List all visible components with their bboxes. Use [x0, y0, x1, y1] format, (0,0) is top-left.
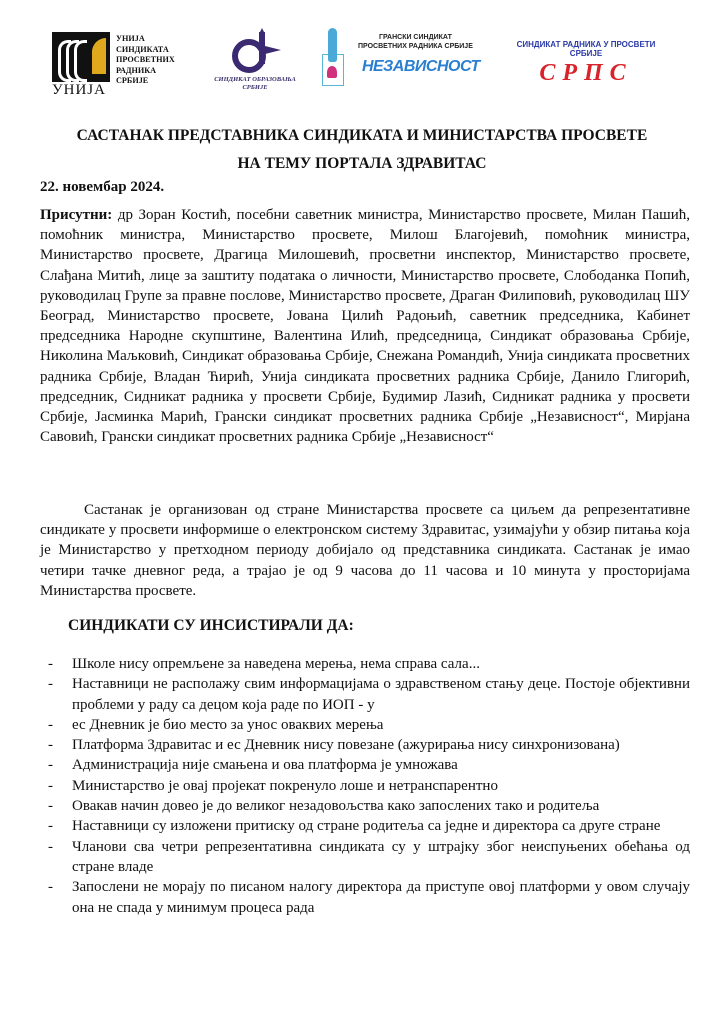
- attendees-label: Присутни:: [40, 207, 113, 223]
- list-item: - Наставници не располажу свим информацијама о здравственом стању деце. Постоје објективни проблеми у раду са децом која раде по ИОП - у: [48, 676, 690, 713]
- logo-sos: [200, 28, 310, 98]
- unija-wordmark: УНИЈА: [52, 82, 106, 98]
- demands-list: [40, 654, 690, 918]
- srps-text-2: СРБИЈЕ: [569, 49, 603, 58]
- nezavisnost-text: ГРАНСКИ СИНДИКАТ ПРОСВЕТНИХ РАДНИКА СРБИЈЕ: [358, 34, 473, 50]
- list-item: - Наставници су изложени притиску од стране родитеља са једне и директора са друге стране: [48, 818, 661, 835]
- intro-paragraph: Састанак је организован од стране Министарства просвете са циљем да репрезентативне синдикате у просвети информише о електронском систему Здравитас, узимајући у обзир питања која је Министарство у претходном периоду добијало од представника синдиката. Састанак је имао четири тачке дневног реда, а трајао је од 9 часова до 11 часова и 10 минута у просторијама Министарства просвете.: [40, 502, 690, 599]
- pen-nib-icon: [327, 66, 337, 78]
- list-item: - Чланови сва четри репрезентативна синдиката су у штрајку због неиспуњених обећања од стране владе: [48, 838, 690, 875]
- srps-text: СИНДИКАТ РАДНИКА У ПРОСВЕТИ: [516, 40, 656, 49]
- logo-nezavisnost: [322, 28, 492, 98]
- attendees-paragraph: [40, 205, 690, 447]
- list-item: - Администрација није смањена и ова платформа је умножава: [48, 757, 458, 774]
- document-title: САСТАНАК ПРЕДСТАВНИКА СИНДИКАТА И МИНИСТАРСТВА ПРОСВЕТЕ: [76, 127, 648, 144]
- list-item: - Школе нису опремљене за наведена мерења, нема справа сала...: [48, 656, 480, 672]
- unija-text: УНИЈА СИНДИКАТА ПРОСВЕТНИХ РАДНИКА СРБИЈЕ: [116, 34, 175, 85]
- logo-srps: [486, 40, 686, 100]
- list-item: - ес Дневник је био место за унос оваквих мерења: [48, 716, 384, 733]
- demands-heading: СИНДИКАТИ СУ ИНСИСТИРАЛИ ДА:: [68, 617, 354, 634]
- list-item: - Платформа Здравитас и ес Дневник нису повезане (ажурирања нису синхронизована): [48, 737, 620, 754]
- meeting-date: 22. новембар 2024.: [40, 179, 165, 195]
- unija-book-icon: [52, 32, 110, 82]
- logo-unija: [52, 32, 182, 96]
- sos-pen-icon: [225, 28, 285, 76]
- list-item: - Запослени не морају по писаном налогу директора да приступе овој платформи у овом случају она не спада у минимум процеса рада: [48, 879, 690, 916]
- nezavisnost-wordmark: НЕЗАВИСНОСТ: [362, 58, 480, 75]
- srps-wordmark: СРПС: [539, 60, 633, 86]
- logo-header: [0, 28, 724, 98]
- list-item: - Министарство је овај пројекат покренуло лоше и нетранспарентно: [48, 777, 498, 794]
- attendees-list: др Зоран Костић, посебни саветник министра, Министарство просвете, Милан Пашић, помоћник министра, Министарство просвете, Милош Благојевић, помоћник министра, Министарство просвете, Драгица Милошевић, просветни инспектор, Министарство просвете, Слађана Митић, лице за заштиту података о личности, Министарство просвете, Слободанка Попић, руководилац Групе за правне послове, Министарство просвете, Драган Филиповић, руководилац ШУ Београд, Министарство просвете, Јована Цилић Радоњић, саветник председника, Кабинет председника Народне скупштине, Валентина Илић, председница, Синдикат образовања Србије, Николина Маљковић, Синдикат образовања Србије, Снежана Романдић, Унија синдиката просветних радника Србије, Владан Ћирић, Унија синдиката просветних радника Србије, Данило Глигорић, председник, Сидникат радника у просвети Србије, Будимир Лазић, Сидникат радника у просвети Србије, Јасминка Марић, Грански синдикат просветних радника Србије „Независност“, Мирјана Савовић, Грански синдикат просветних радника Србије „Независност“: [40, 207, 690, 446]
- list-item: - Овакав начин довео је до великог незадовољства како запослених тако и родитеља: [48, 798, 600, 815]
- nezavisnost-exclamation-icon: [328, 28, 337, 62]
- document-subtitle: НА ТЕМУ ПОРТАЛА ЗДРАВИТАС: [237, 155, 487, 172]
- sos-caption-2: СРБИЈЕ: [242, 84, 268, 91]
- sos-caption: СИНДИКАТ ОБРАЗОВАЊА: [214, 76, 296, 83]
